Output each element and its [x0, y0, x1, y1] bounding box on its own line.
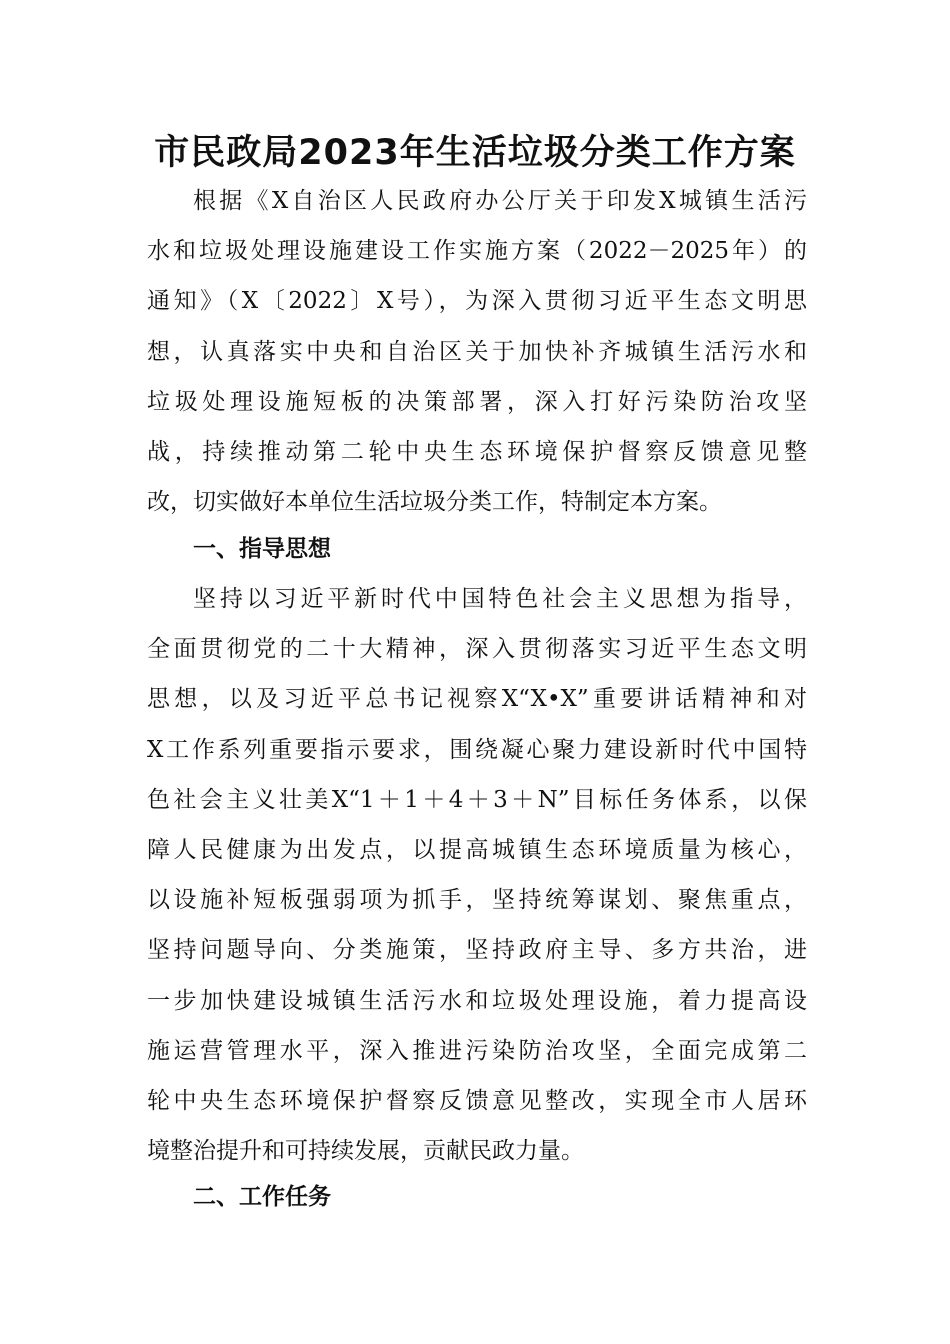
paragraph-line: 境整治提升和可持续发展，贡献民政力量。 [147, 1138, 584, 1165]
paragraph-line: 坚持以习近平新时代中国特色社会主义思想为指导， [193, 586, 807, 612]
section-2-heading: 二、工作任务 [193, 1184, 331, 1210]
paragraph-line: 施运营管理水平，深入推进污染防治攻坚，全面完成第二 [147, 1037, 807, 1064]
paragraph-line: 坚持问题导向、分类施策，坚持政府主导、多方共治，进 [147, 937, 807, 964]
document-title: 市民政局2023年生活垃圾分类工作方案 [154, 133, 796, 173]
intro-line: 战，持续推动第二轮中央生态环境保护督察反馈意见整 [147, 438, 807, 465]
paragraph-line: X工作系列重要指示要求，围绕凝心聚力建设新时代中国特 [147, 736, 807, 763]
paragraph-line: 全面贯彻党的二十大精神，深入贯彻落实习近平生态文明 [147, 636, 807, 663]
paragraph-line: 障人民健康为出发点，以提高城镇生态环境质量为核心， [147, 836, 807, 863]
paragraph-line: 色社会主义壮美X“1＋1＋4＋3＋N”目标任务体系，以保 [147, 786, 807, 813]
paragraph-line: 思想，以及习近平总书记视察X“X•X”重要讲话精神和对 [147, 686, 807, 713]
paragraph-line: 一步加快建设城镇生活污水和垃圾处理设施，着力提高设 [147, 987, 807, 1014]
intro-line: 垃圾处理设施短板的决策部署，深入打好污染防治攻坚 [147, 388, 807, 415]
intro-line: 根据《X自治区人民政府办公厅关于印发X城镇生活污 [193, 188, 807, 214]
guiding-thought-paragraph [147, 574, 807, 1176]
paragraph-line: 以设施补短板强弱项为抓手，坚持统筹谋划、聚焦重点， [147, 887, 807, 914]
section-1-heading: 一、指导思想 [193, 536, 331, 562]
intro-paragraph [147, 176, 807, 527]
paragraph-line: 轮中央生态环境保护督察反馈意见整改，实现全市人居环 [147, 1087, 807, 1114]
intro-line: 想，认真落实中央和自治区关于加快补齐城镇生活污水和 [147, 338, 807, 365]
intro-line: 改，切实做好本单位生活垃圾分类工作，特制定本方案。 [147, 489, 722, 516]
intro-line: 水和垃圾处理设施建设工作实施方案（2022－2025年）的 [147, 238, 807, 265]
intro-line: 通知》（X〔2022〕X号），为深入贯彻习近平生态文明思 [147, 288, 807, 315]
